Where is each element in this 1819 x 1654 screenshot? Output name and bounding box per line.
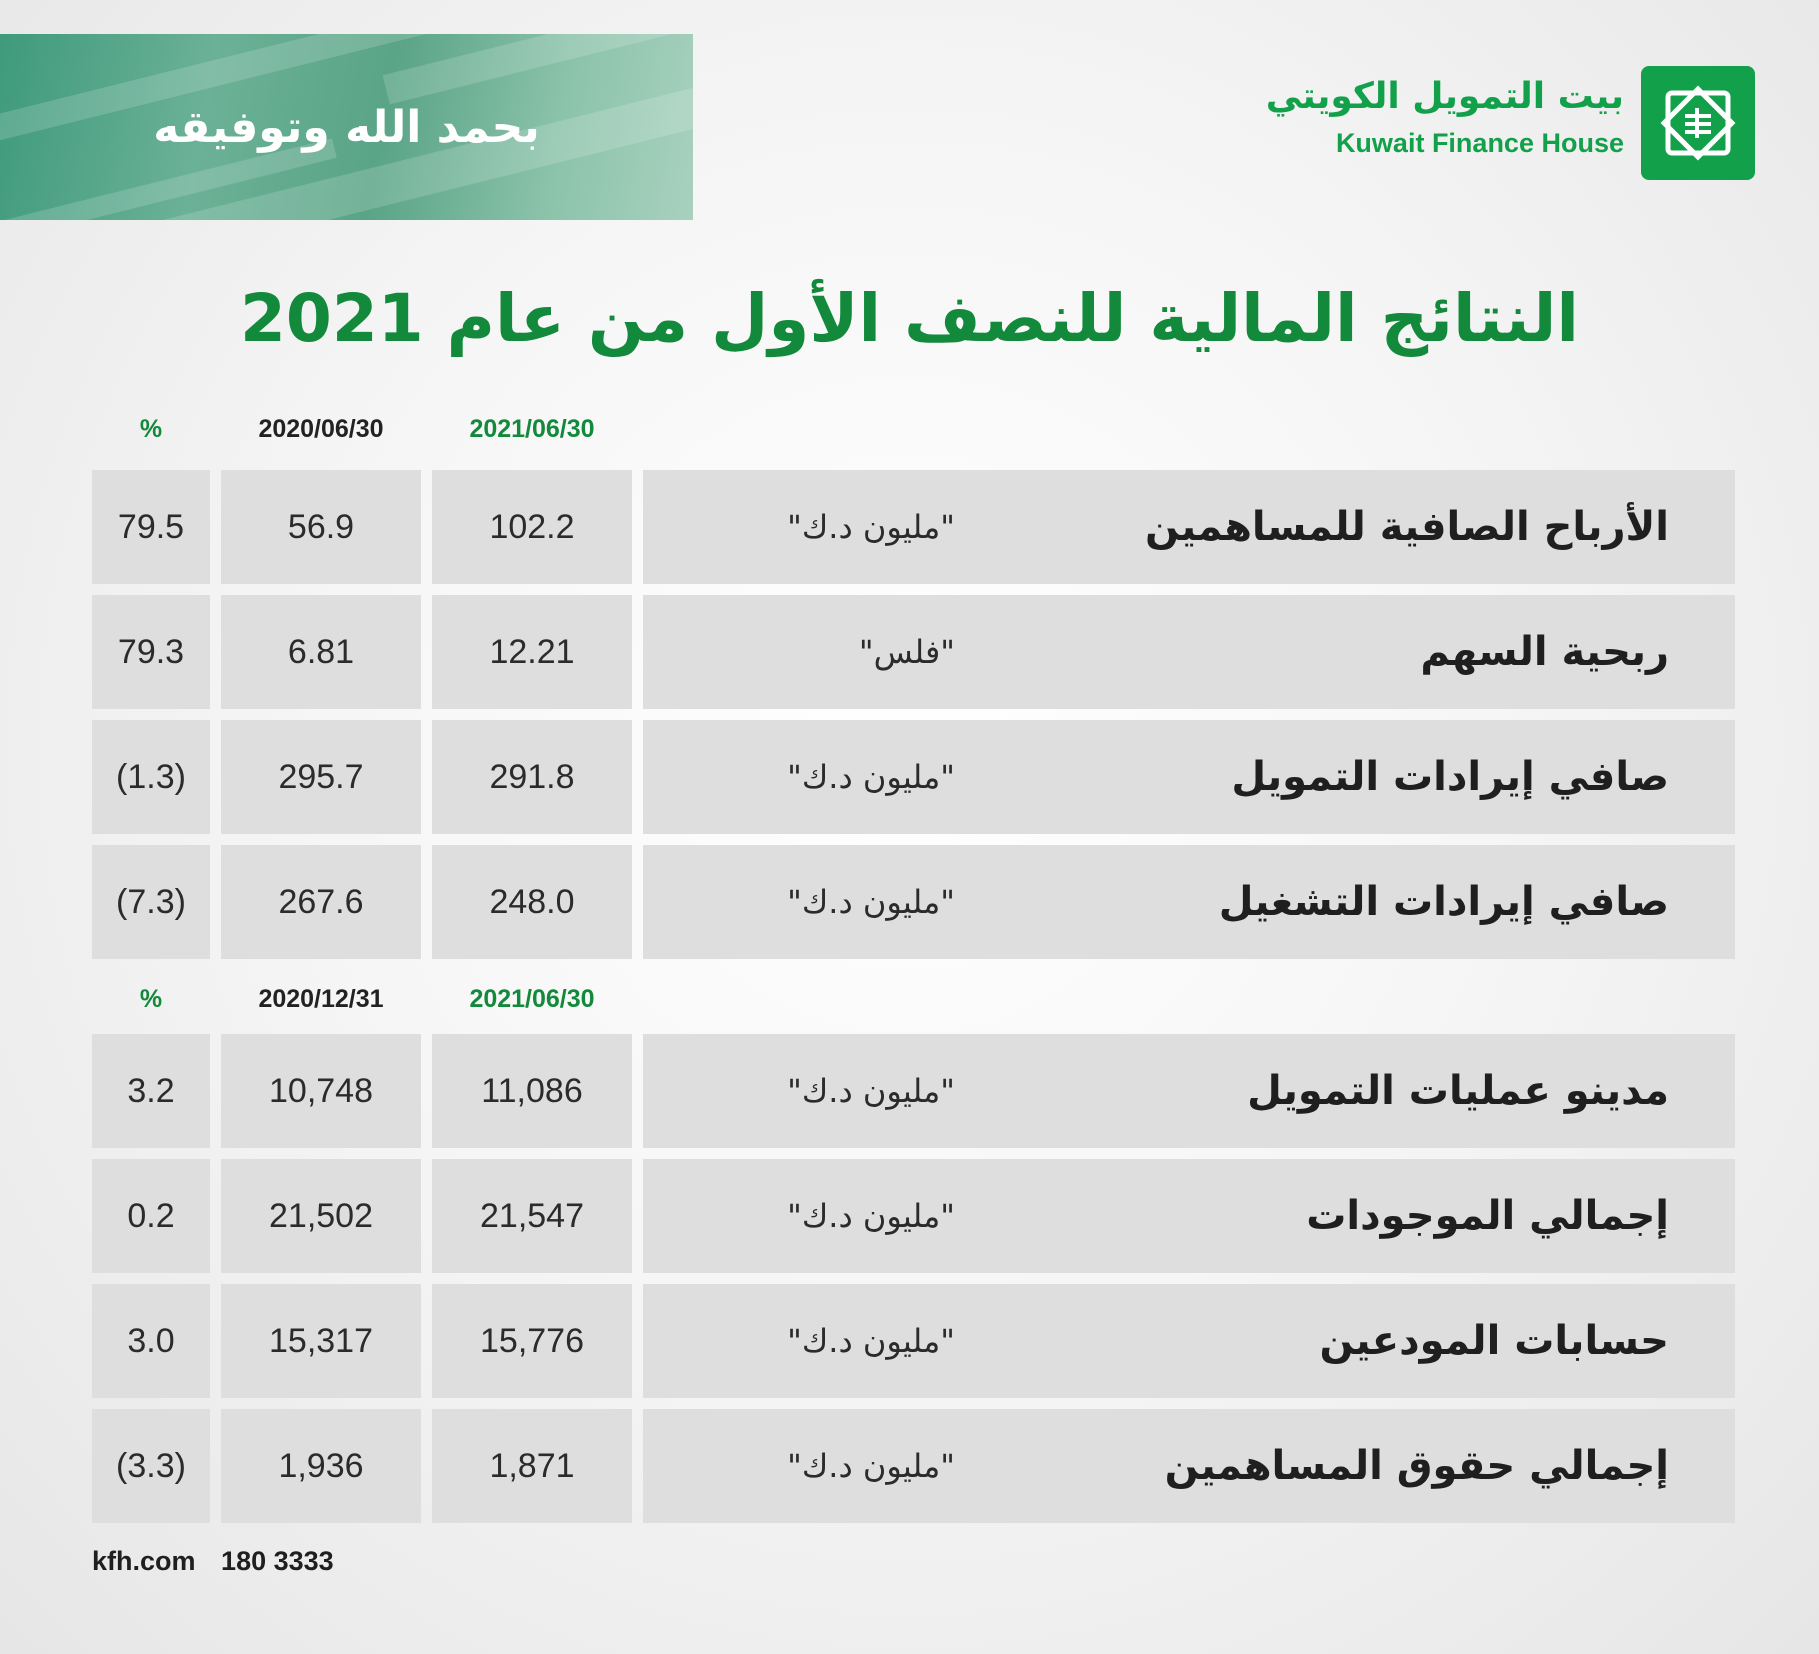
- header-banner: [0, 34, 693, 220]
- table-row: [92, 1034, 1735, 1148]
- percent-change: 3.0: [92, 1284, 210, 1398]
- row-label: صافي إيرادات التمويل: [1231, 754, 1669, 800]
- row-label-cell: [643, 1409, 1735, 1523]
- row-label-cell: [643, 1159, 1735, 1273]
- row-unit: "مليون د.ك": [787, 883, 955, 921]
- row-label: مدينو عمليات التمويل: [1247, 1068, 1669, 1114]
- row-unit: "مليون د.ك": [787, 1447, 955, 1485]
- previous-value: 15,317: [221, 1284, 421, 1398]
- row-unit: "مليون د.ك": [787, 1322, 955, 1360]
- header-percent-change: %: [139, 985, 163, 1013]
- row-label: إجمالي حقوق المساهمين: [1164, 1443, 1669, 1489]
- percent-change: 3.2: [92, 1034, 210, 1148]
- row-label: صافي إيرادات التشغيل: [1218, 879, 1669, 925]
- percent-change: (3.3): [92, 1409, 210, 1523]
- previous-value: 21,502: [221, 1159, 421, 1273]
- percent-change: 79.5: [92, 470, 210, 584]
- header-current-period: 2021/06/30: [469, 415, 595, 443]
- table-row: [92, 1284, 1735, 1398]
- row-label-cell: [643, 470, 1735, 584]
- row-label: إجمالي الموجودات: [1306, 1193, 1669, 1239]
- previous-value: 6.81: [221, 595, 421, 709]
- current-value: 21,547: [432, 1159, 632, 1273]
- previous-value: 10,748: [221, 1034, 421, 1148]
- percent-change: (7.3): [92, 845, 210, 959]
- percent-change: 79.3: [92, 595, 210, 709]
- row-unit: "فلس": [858, 633, 955, 671]
- row-label-cell: [643, 1034, 1735, 1148]
- header-percent-change: %: [139, 415, 163, 443]
- table-row: [92, 720, 1735, 834]
- brand-name-arabic: بيت التمويل الكويتي: [1265, 76, 1624, 117]
- row-label-cell: [643, 1284, 1735, 1398]
- current-value: 15,776: [432, 1284, 632, 1398]
- row-label: حسابات المودعين: [1319, 1318, 1669, 1364]
- header-current-period: 2021/06/30: [469, 985, 595, 1013]
- website-link[interactable]: kfh.com: [92, 1546, 196, 1576]
- percent-change: (1.3): [92, 720, 210, 834]
- brand-name-english: Kuwait Finance House: [1335, 128, 1624, 158]
- row-label-cell: [643, 720, 1735, 834]
- row-label: ربحية السهم: [1420, 629, 1669, 675]
- row-label-cell: [643, 595, 1735, 709]
- percent-change: 0.2: [92, 1159, 210, 1273]
- banner-text: بحمد الله وتوفيقه: [153, 101, 540, 153]
- row-unit: "مليون د.ك": [787, 508, 955, 546]
- header-previous-period: 2020/06/30: [258, 415, 384, 443]
- table-row: [92, 470, 1735, 584]
- header-previous-period: 2020/12/31: [258, 985, 384, 1013]
- current-value: 12.21: [432, 595, 632, 709]
- current-value: 1,871: [432, 1409, 632, 1523]
- current-value: 11,086: [432, 1034, 632, 1148]
- table-row: [92, 1409, 1735, 1523]
- phone-number: 180 3333: [221, 1546, 334, 1576]
- page-title: النتائج المالية للنصف الأول من عام 2021: [239, 280, 1580, 357]
- current-value: 102.2: [432, 470, 632, 584]
- table-row: [92, 1159, 1735, 1273]
- row-unit: "مليون د.ك": [787, 1072, 955, 1110]
- previous-value: 1,936: [221, 1409, 421, 1523]
- current-value: 291.8: [432, 720, 632, 834]
- previous-value: 56.9: [221, 470, 421, 584]
- row-label-cell: [643, 845, 1735, 959]
- kfh-logo-icon: [1641, 66, 1755, 180]
- current-value: 248.0: [432, 845, 632, 959]
- table-row: [92, 595, 1735, 709]
- footer-contact: [92, 1546, 334, 1577]
- previous-value: 267.6: [221, 845, 421, 959]
- previous-value: 295.7: [221, 720, 421, 834]
- row-unit: "مليون د.ك": [787, 758, 955, 796]
- row-label: الأرباح الصافية للمساهمين: [1145, 504, 1669, 550]
- row-unit: "مليون د.ك": [787, 1197, 955, 1235]
- table-row: [92, 845, 1735, 959]
